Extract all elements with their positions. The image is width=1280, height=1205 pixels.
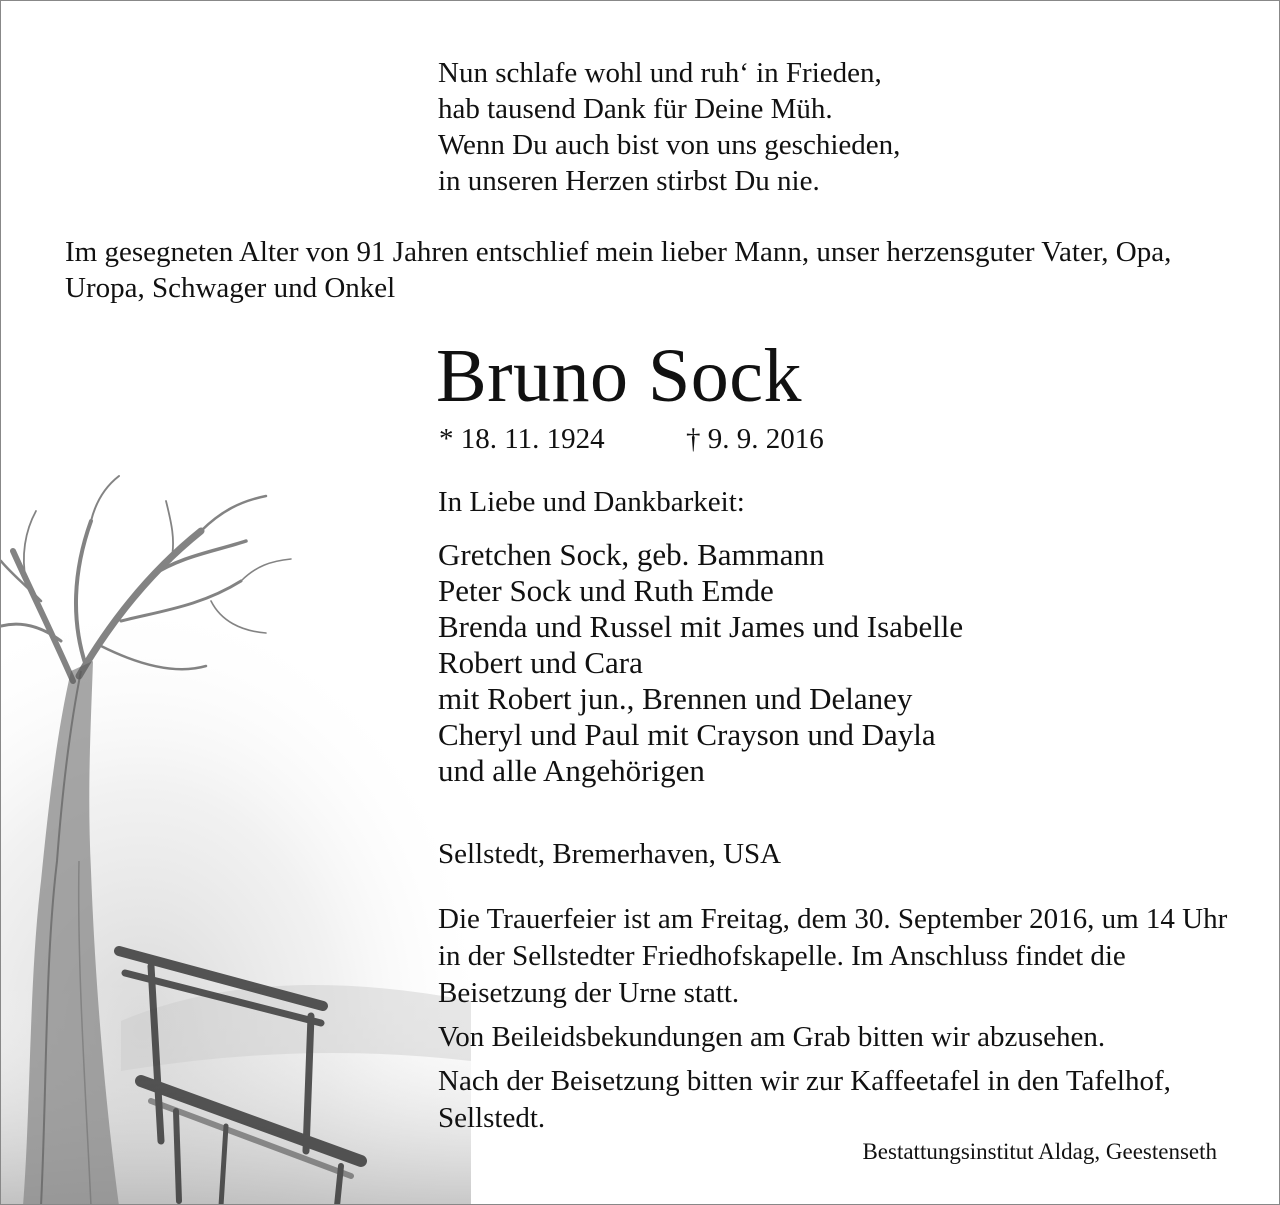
poem-line: Wenn Du auch bist von uns geschieden,: [438, 129, 901, 161]
tree-and-bench-illustration: [1, 461, 471, 1205]
ceremony-paragraph: Nach der Beisetzung bitten wir zur Kaffeetafel in den Tafelhof, Sellstedt.: [438, 1065, 1171, 1134]
family-member: Brenda und Russel mit James und Isabelle: [438, 609, 964, 644]
deceased-name: Bruno Sock: [436, 334, 802, 418]
ceremony-info: [438, 901, 1228, 1144]
family-member: Peter Sock und Ruth Emde: [438, 573, 774, 608]
poem-line: Nun schlafe wohl und ruh‘ in Frieden,: [438, 57, 882, 89]
family-member: Cheryl und Paul mit Crayson und Dayla: [438, 717, 936, 752]
family-member: Gretchen Sock, geb. Bammann: [438, 537, 825, 572]
ceremony-paragraph: Die Trauerfeier ist am Freitag, dem 30. September 2016, um 14 Uhr in der Sellstedter Friedhofskapelle. Im Anschluss findet die Beisetzung der Urne statt.: [438, 903, 1228, 1009]
family-member: und alle Angehörigen: [438, 753, 705, 788]
birth-date: * 18. 11. 1924: [439, 423, 605, 455]
family-member: mit Robert jun., Brennen und Delaney: [438, 681, 913, 716]
poem-line: in unseren Herzen stirbst Du nie.: [438, 165, 820, 197]
family-list: [438, 537, 963, 789]
poem-line: hab tausend Dank für Deine Müh.: [438, 93, 833, 125]
intro-text: Im gesegneten Alter von 91 Jahren entschlief mein lieber Mann, unser herzensguter Vater, Opa, Uropa, Schwager und Onkel: [65, 236, 1172, 304]
death-date: † 9. 9. 2016: [686, 423, 824, 455]
funeral-home: Bestattungsinstitut Aldag, Geestenseth: [862, 1139, 1217, 1164]
ceremony-paragraph: Von Beileidsbekundungen am Grab bitten wir abzusehen.: [438, 1021, 1106, 1053]
family-member: Robert und Cara: [438, 645, 643, 680]
dedication-line: In Liebe und Dankbarkeit:: [438, 486, 745, 518]
place-line: Sellstedt, Bremerhaven, USA: [438, 838, 782, 870]
poem: [438, 55, 900, 199]
